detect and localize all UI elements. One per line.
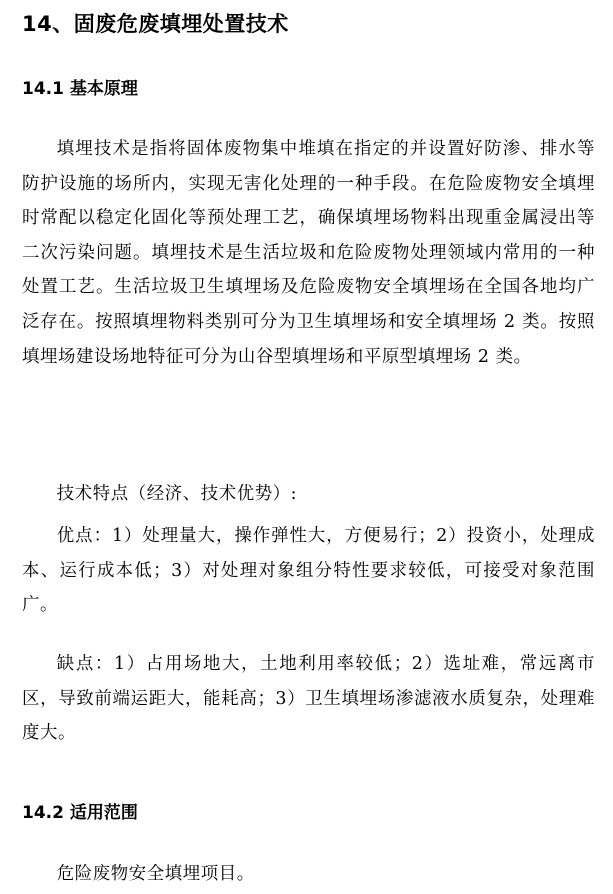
technical-features-label: 技术特点（经济、技术优势）: xyxy=(56,484,298,504)
basic-principle-heading: 14.1 基本原理 xyxy=(22,79,138,99)
advantages-paragraph: 优点：1）处理量大，操作弹性大，方便易行；2）投资小，处理成本、运行成本低；3）对处理对象组分特性要求较低，可接受对象范围广。 xyxy=(22,526,595,616)
basic-principle-paragraph: 填埋技术是指将固体废物集中堆填在指定的并设置好防渗、排水等防护设施的场所内，实现无害化处理的一种手段。在危险废物安全填埋时常配以稳定化固化等预处理工艺，确保填埋场物料出现重金属浸出等二次污染问题。填埋技术是生活垃圾和危险废物处理领域内常用的一种处置工艺。生活垃圾卫生填埋场及危险废物安全填埋场在全国各地均广泛存在。按照填埋物料类别可分为卫生填埋场和安全填埋场 2 类。按照填埋场建设场地特征可分为山谷型填埋场和平原型填埋场 2 类。 xyxy=(22,139,595,367)
disadvantages-paragraph: 缺点：1）占用场地大，土地利用率较低；2）选址难，常远离市区，导致前端运距大，能耗高；3）卫生填埋场渗滤液水质复杂，处理难度大。 xyxy=(22,654,595,744)
section-title: 14、固废危废填埋处置技术 xyxy=(22,12,289,36)
scope-heading: 14.2 适用范围 xyxy=(22,803,138,823)
scope-paragraph: 危险废物安全填埋项目。 xyxy=(56,864,255,884)
